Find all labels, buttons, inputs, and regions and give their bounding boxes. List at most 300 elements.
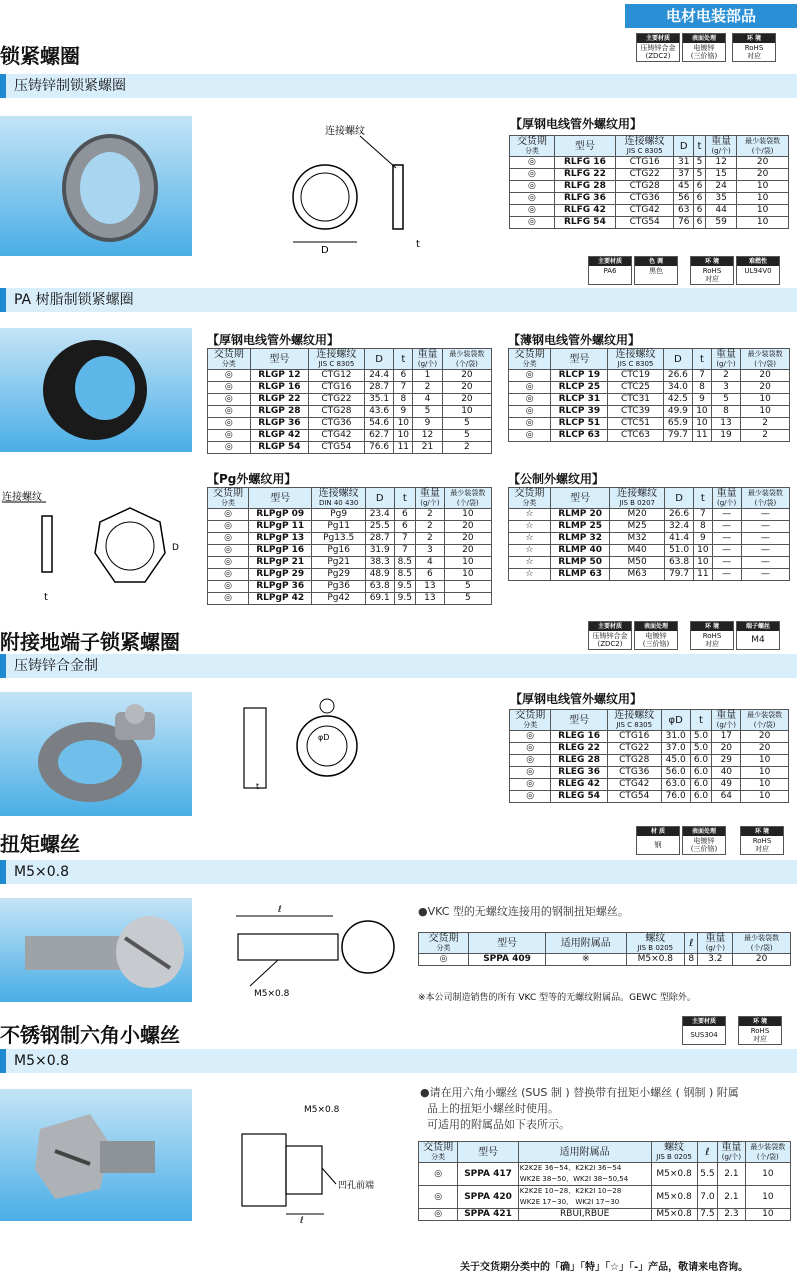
table-cell: 10 xyxy=(737,217,789,229)
table-header-cell: t xyxy=(693,349,712,370)
table-cell: 2 xyxy=(741,430,790,442)
spec-boxes-3: 主要材质 压铸锌合金 (ZDC2) 表面处理 电镀锌 (三价铬) 环 境 RoHS 对应 端子螺丝 M4 xyxy=(588,621,780,650)
table-cell: 2.1 xyxy=(718,1186,745,1209)
table-cell: 20 xyxy=(737,169,789,181)
table-header-cell: 连接螺纹 JIS C 8305 xyxy=(615,136,674,157)
table-cell: CTG16 xyxy=(309,382,365,394)
subsection-diecast: 压铸锌制锁紧螺圈 xyxy=(0,74,797,98)
table-row xyxy=(208,382,492,394)
table-cell: RLFG 28 xyxy=(554,181,615,193)
table-cell: M5×0.8 xyxy=(651,1209,697,1221)
table-header-cell: 型号 xyxy=(550,488,610,509)
table-cell: 37 xyxy=(674,169,694,181)
table-header-cell: 连接螺纹 JIS C 8305 xyxy=(309,349,365,370)
table-header-cell: 适用附属品 xyxy=(518,1142,651,1163)
table-row xyxy=(419,1163,791,1186)
table-cell: ◎ xyxy=(509,370,551,382)
table-cell: 5 xyxy=(413,406,443,418)
table-cell: ◎ xyxy=(208,394,251,406)
table-cell: 19 xyxy=(711,430,741,442)
table-row xyxy=(509,569,790,581)
table-cell: RLGP 28 xyxy=(250,406,309,418)
table-cell: — xyxy=(712,569,741,581)
table-cell: 20 xyxy=(737,157,789,169)
table-cell: RLFG 16 xyxy=(554,157,615,169)
table-header-cell: 重量 (g/个) xyxy=(712,710,741,731)
table-cell: 5.0 xyxy=(690,731,712,743)
table-cell: 10 xyxy=(444,569,491,581)
table-cell: RLMP 32 xyxy=(550,533,610,545)
table-cell: RBUI,RBUE xyxy=(518,1209,651,1221)
table-cell: 2 xyxy=(442,442,491,454)
table-header-cell: D xyxy=(365,488,394,509)
table-cell: 5 xyxy=(711,394,741,406)
table-cell: — xyxy=(741,569,789,581)
table-cell: 24 xyxy=(705,181,736,193)
table-cell: Pg42 xyxy=(312,593,365,605)
table-cell: 11 xyxy=(694,569,712,581)
table-cell: 5 xyxy=(694,157,706,169)
table-cell: 2 xyxy=(741,418,790,430)
table-header-cell: 重量 (g/个) xyxy=(413,349,443,370)
table-cell: RLCP 25 xyxy=(551,382,608,394)
table-cell: 32.4 xyxy=(664,521,693,533)
svg-text:M5×0.8: M5×0.8 xyxy=(254,989,290,999)
table-header-cell: ℓ xyxy=(685,933,698,954)
table-header-cell: 型号 xyxy=(458,1142,518,1163)
hex-screw-photo xyxy=(0,1089,192,1221)
table-cell: 76 xyxy=(674,217,694,229)
table-header-cell: 螺纹 JIS B 0205 xyxy=(626,933,685,954)
table-cell: 79.7 xyxy=(663,430,693,442)
table-cell: 5 xyxy=(442,418,491,430)
table-header-cell: 最少装袋数 (个/袋) xyxy=(741,710,789,731)
table-row xyxy=(419,1209,791,1221)
table-cell: 9 xyxy=(394,406,413,418)
table-cell: M5×0.8 xyxy=(651,1186,697,1209)
table-cell: 59 xyxy=(705,217,736,229)
table-sppa409 xyxy=(418,932,791,966)
table-cell: 9.5 xyxy=(394,581,416,593)
table-cell: M25 xyxy=(610,521,665,533)
table-header-cell: 重量 (g/个) xyxy=(711,349,741,370)
table-cell: 76.6 xyxy=(364,442,394,454)
table-cell: ☆ xyxy=(509,569,551,581)
table-cell: CTC39 xyxy=(608,406,663,418)
table-cell: 8 xyxy=(685,954,698,966)
table-header-cell: 型号 xyxy=(551,349,608,370)
table-row xyxy=(509,382,790,394)
table-header-cell: 连接螺纹 JIS B 0207 xyxy=(610,488,665,509)
table-cell: RLCP 39 xyxy=(551,406,608,418)
table-cell: 54.6 xyxy=(364,418,394,430)
table-cell: ◎ xyxy=(208,569,249,581)
table-cell: 8.5 xyxy=(394,569,416,581)
torque-screw-photo xyxy=(0,898,192,1002)
table-cell: 10 xyxy=(394,430,413,442)
table-cell: Pg36 xyxy=(312,581,365,593)
table-cell: CTG36 xyxy=(615,193,674,205)
table-cell: 10 xyxy=(394,418,413,430)
table-row xyxy=(510,181,789,193)
table-cell: CTG54 xyxy=(607,791,661,803)
table-header-cell: 交货期 分类 xyxy=(509,488,551,509)
table-title-rleg: 【厚钢电线管外螺纹用】 xyxy=(510,692,643,706)
table-cell: 76.0 xyxy=(661,791,690,803)
table-cell: CTG28 xyxy=(615,181,674,193)
table-cell: 5.5 xyxy=(697,1163,718,1186)
svg-text:t: t xyxy=(44,592,48,603)
table-cell: 11 xyxy=(693,430,712,442)
table-cell: 5.0 xyxy=(690,743,712,755)
table-row xyxy=(509,509,790,521)
table-cell: SPPA 409 xyxy=(469,954,546,966)
table-cell: 6 xyxy=(394,370,413,382)
section-title-locknut: 锁紧螺圈 xyxy=(0,44,80,68)
svg-text:连接螺纹: 连接螺纹 xyxy=(325,126,365,137)
table-cell: 35.1 xyxy=(364,394,394,406)
table-cell: RLPgP 36 xyxy=(249,581,312,593)
table-cell: RLCP 31 xyxy=(551,394,608,406)
table-cell: ◎ xyxy=(419,954,469,966)
table-cell: 3 xyxy=(711,382,741,394)
ground-locknut-photo xyxy=(0,692,192,816)
table-cell: 65.9 xyxy=(663,418,693,430)
table-cell: 29 xyxy=(712,755,741,767)
table-cell: — xyxy=(712,545,741,557)
table-header-cell: 型号 xyxy=(554,136,615,157)
table-cell: ◎ xyxy=(419,1209,458,1221)
table-header-cell: 交货期 分类 xyxy=(509,349,551,370)
table-row xyxy=(509,370,790,382)
table-cell: 20 xyxy=(741,731,789,743)
table-cell: M20 xyxy=(610,509,665,521)
table-header-cell: 适用附属品 xyxy=(546,933,626,954)
table-cell: 48.9 xyxy=(365,569,394,581)
section-title-hex: 不锈钢制六角小螺丝 xyxy=(0,1023,180,1047)
table-cell: 13 xyxy=(416,593,445,605)
table-cell: 20 xyxy=(741,743,789,755)
ground-locknut-diagram xyxy=(240,696,370,796)
table-cell: 10 xyxy=(694,557,712,569)
table-row xyxy=(208,509,492,521)
table-row xyxy=(208,581,492,593)
table-cell: CTG42 xyxy=(607,779,661,791)
table-row xyxy=(509,545,790,557)
table-cell: RLEG 54 xyxy=(551,791,607,803)
table-cell: — xyxy=(741,533,789,545)
table-cell: RLPgP 29 xyxy=(249,569,312,581)
table-header-cell: 交货期 分类 xyxy=(419,933,469,954)
locknut-diagram xyxy=(270,120,430,260)
table-cell: 7 xyxy=(394,382,413,394)
table-cell: 10 xyxy=(741,779,789,791)
table-cell: 10 xyxy=(745,1209,790,1221)
table-row xyxy=(208,418,492,430)
table-header-cell: 交货期 分类 xyxy=(510,710,551,731)
table-cell: ◎ xyxy=(208,557,249,569)
table-cell: ◎ xyxy=(510,181,555,193)
table-row xyxy=(208,569,492,581)
table-cell: CTG42 xyxy=(615,205,674,217)
table-rleg xyxy=(509,709,789,803)
table-cell: SPPA 420 xyxy=(458,1186,518,1209)
table-cell: K2K2E 10~28、K2K2I 10~28 WK2E 17~30、 WK2I 17~30 xyxy=(518,1186,651,1209)
table-cell: 10 xyxy=(444,509,491,521)
table-cell: 64 xyxy=(712,791,741,803)
table-cell: 10 xyxy=(737,205,789,217)
table-header-cell: φD xyxy=(661,710,690,731)
table-cell: ◎ xyxy=(510,767,551,779)
table-cell: 10 xyxy=(444,557,491,569)
svg-text:t: t xyxy=(256,782,260,791)
table-cell: 2 xyxy=(416,509,445,521)
table-cell: 49 xyxy=(712,779,741,791)
table-cell: 7 xyxy=(394,533,416,545)
subsection-m5-2: M5×0.8 xyxy=(0,1049,797,1073)
table-header-cell: 重量 (g/个) xyxy=(698,933,733,954)
table-row xyxy=(419,1186,791,1209)
table-cell: ◎ xyxy=(509,382,551,394)
table-cell: 41.4 xyxy=(664,533,693,545)
table-cell: 63 xyxy=(674,205,694,217)
table-row xyxy=(208,442,492,454)
table-cell: 26.6 xyxy=(663,370,693,382)
table-cell: 6 xyxy=(694,217,706,229)
table-cell: 10 xyxy=(693,406,712,418)
table-cell: 17 xyxy=(712,731,741,743)
table-header-cell: D xyxy=(664,488,693,509)
table-header-cell: 最少装袋数 (个/袋) xyxy=(733,933,791,954)
table-cell: CTC31 xyxy=(608,394,663,406)
table-cell: CTG22 xyxy=(615,169,674,181)
table-cell: CTG42 xyxy=(309,430,365,442)
table-cell: — xyxy=(712,521,741,533)
table-cell: 56 xyxy=(674,193,694,205)
table-cell: 31.9 xyxy=(365,545,394,557)
table-header-cell: 型号 xyxy=(551,710,607,731)
table-cell: — xyxy=(741,521,789,533)
table-cell: — xyxy=(712,509,741,521)
table-row xyxy=(509,394,790,406)
table-cell: 23.4 xyxy=(365,509,394,521)
table-cell: ☆ xyxy=(509,545,551,557)
table-cell: 44 xyxy=(705,205,736,217)
table-cell: 13 xyxy=(711,418,741,430)
table-cell: 9 xyxy=(694,533,712,545)
table-row xyxy=(510,791,789,803)
table-cell: CTC51 xyxy=(608,418,663,430)
table-cell: 12 xyxy=(705,157,736,169)
table-row xyxy=(509,533,790,545)
svg-text:ℓ: ℓ xyxy=(300,1216,304,1225)
table-rlcp xyxy=(508,348,790,442)
table-cell: 34.0 xyxy=(663,382,693,394)
table-row xyxy=(208,430,492,442)
svg-text:凹孔前端: 凹孔前端 xyxy=(338,1181,375,1191)
table-cell: RLFG 36 xyxy=(554,193,615,205)
table-cell: M32 xyxy=(610,533,665,545)
subsection-zinc: 压铸锌合金制 xyxy=(0,654,797,678)
table-header-cell: t xyxy=(690,710,712,731)
torque-description: ●VKC 型的无螺纹连接用的钢制扭矩螺丝。 xyxy=(418,905,629,918)
table-cell: ◎ xyxy=(509,418,551,430)
table-cell: 2 xyxy=(413,382,443,394)
table-sppa-hex xyxy=(418,1141,791,1221)
table-cell: RLGP 22 xyxy=(250,394,309,406)
table-cell: CTC19 xyxy=(608,370,663,382)
table-cell: — xyxy=(741,509,789,521)
table-cell: RLCP 51 xyxy=(551,418,608,430)
table-cell: RLFG 22 xyxy=(554,169,615,181)
table-row xyxy=(510,205,789,217)
table-cell: 5 xyxy=(694,169,706,181)
table-cell: 2 xyxy=(416,521,445,533)
table-cell: RLEG 28 xyxy=(551,755,607,767)
spec-boxes-4: 材 质 钢 表面处理 电镀锌 (三价铬) 环 境 RoHS 对应 xyxy=(636,826,784,855)
table-cell: 10 xyxy=(737,193,789,205)
table-cell: 20 xyxy=(712,743,741,755)
table-row xyxy=(208,557,492,569)
table-cell: ◎ xyxy=(208,382,251,394)
table-cell: ※ xyxy=(546,954,626,966)
table-cell: 8 xyxy=(694,521,712,533)
table-cell: ◎ xyxy=(510,193,555,205)
table-header-cell: t xyxy=(394,488,416,509)
table-cell: M50 xyxy=(610,557,665,569)
table-cell: RLGP 54 xyxy=(250,442,309,454)
table-cell: — xyxy=(712,533,741,545)
table-cell: 3.2 xyxy=(698,954,733,966)
table-row xyxy=(208,406,492,418)
locknut-photo xyxy=(0,116,192,256)
table-row xyxy=(510,157,789,169)
table-header-cell: 最少装袋数 (个/袋) xyxy=(442,349,491,370)
table-cell: 20 xyxy=(444,521,491,533)
table-cell: CTG12 xyxy=(309,370,365,382)
table-row xyxy=(510,217,789,229)
table-cell: 38.3 xyxy=(365,557,394,569)
table-cell: 11 xyxy=(394,442,413,454)
table-cell: ◎ xyxy=(510,731,551,743)
table-cell: 24.4 xyxy=(364,370,394,382)
table-cell: 5 xyxy=(444,581,491,593)
table-header-cell: t xyxy=(394,349,413,370)
table-header-cell: 重量 (g/个) xyxy=(712,488,741,509)
table-cell: 10 xyxy=(741,406,790,418)
table-cell: RLEG 36 xyxy=(551,767,607,779)
table-cell: RLFG 54 xyxy=(554,217,615,229)
table-header-cell: D xyxy=(364,349,394,370)
table-header-cell: 重量 (g/个) xyxy=(705,136,736,157)
table-header-cell: 最少装袋数 (个/袋) xyxy=(737,136,789,157)
table-cell: ◎ xyxy=(208,370,251,382)
table-cell: CTG36 xyxy=(607,767,661,779)
table-cell: RLPgP 11 xyxy=(249,521,312,533)
subsection-m5-1: M5×0.8 xyxy=(0,860,797,884)
table-cell: CTG54 xyxy=(615,217,674,229)
table-cell: ☆ xyxy=(509,521,551,533)
table-cell: 20 xyxy=(741,382,790,394)
table-cell: CTG28 xyxy=(309,406,365,418)
table-cell: RLEG 22 xyxy=(551,743,607,755)
table-cell: RLEG 42 xyxy=(551,779,607,791)
table-cell: 37.0 xyxy=(661,743,690,755)
table-row xyxy=(419,954,791,966)
table-cell: 7.0 xyxy=(697,1186,718,1209)
table-cell: CTG54 xyxy=(309,442,365,454)
table-header-cell: 最少装袋数 (个/袋) xyxy=(741,488,789,509)
table-cell: 20 xyxy=(741,370,790,382)
svg-text:t: t xyxy=(416,239,420,250)
table-cell: 10 xyxy=(741,394,790,406)
table-cell: ◎ xyxy=(510,779,551,791)
table-row xyxy=(208,533,492,545)
table-cell: 8 xyxy=(693,382,712,394)
table-cell: 4 xyxy=(413,394,443,406)
table-header-cell: 交货期 分类 xyxy=(208,488,249,509)
table-header-cell: 连接螺纹 DIN 40 430 xyxy=(312,488,365,509)
table-cell: 6.0 xyxy=(690,791,712,803)
table-cell: Pg11 xyxy=(312,521,365,533)
table-header-cell: 螺纹 JIS B 0205 xyxy=(651,1142,697,1163)
table-header-cell: t xyxy=(694,488,712,509)
table-cell: RLCP 19 xyxy=(551,370,608,382)
table-header-cell: D xyxy=(674,136,694,157)
table-cell: Pg13.5 xyxy=(312,533,365,545)
table-cell: 6 xyxy=(694,205,706,217)
table-cell: 2.3 xyxy=(718,1209,745,1221)
table-cell: 20 xyxy=(444,545,491,557)
svg-text:φD: φD xyxy=(318,733,330,742)
table-rlgp xyxy=(207,348,492,454)
table-header-cell: t xyxy=(694,136,706,157)
table-title-rlpgp: 【Pg外螺纹用】 xyxy=(207,472,297,486)
table-cell: Pg9 xyxy=(312,509,365,521)
table-cell: 6 xyxy=(694,181,706,193)
table-rlmp xyxy=(508,487,790,581)
table-cell: 2.1 xyxy=(718,1163,745,1186)
table-cell: 5 xyxy=(442,430,491,442)
table-row xyxy=(509,430,790,442)
table-cell: ◎ xyxy=(208,581,249,593)
table-header-cell: 重量 (g/个) xyxy=(718,1142,745,1163)
hex-screw-diagram xyxy=(232,1100,392,1225)
table-cell: 45.0 xyxy=(661,755,690,767)
table-cell: 12 xyxy=(413,430,443,442)
table-row xyxy=(208,545,492,557)
table-cell: 5 xyxy=(444,593,491,605)
table-cell: CTG16 xyxy=(607,731,661,743)
torque-screw-diagram xyxy=(228,900,408,1000)
table-header-cell: 重量 (g/个) xyxy=(416,488,445,509)
table-header-cell: 最少装袋数 (个/袋) xyxy=(745,1142,790,1163)
table-cell: ◎ xyxy=(208,545,249,557)
table-cell: ◎ xyxy=(208,521,249,533)
svg-text:ℓ: ℓ xyxy=(278,905,282,915)
table-cell: ◎ xyxy=(208,593,249,605)
table-cell: ◎ xyxy=(208,418,251,430)
table-header-cell: 交货期 分类 xyxy=(208,349,251,370)
section-title-torque: 扭矩螺丝 xyxy=(0,832,80,856)
table-cell: 40 xyxy=(712,767,741,779)
table-cell: RLGP 42 xyxy=(250,430,309,442)
table-row xyxy=(510,767,789,779)
section-title-ground: 附接地端子锁紧螺圈 xyxy=(0,630,180,654)
table-cell: 8 xyxy=(394,394,413,406)
table-cell: CTG36 xyxy=(309,418,365,430)
table-cell: CTC25 xyxy=(608,382,663,394)
